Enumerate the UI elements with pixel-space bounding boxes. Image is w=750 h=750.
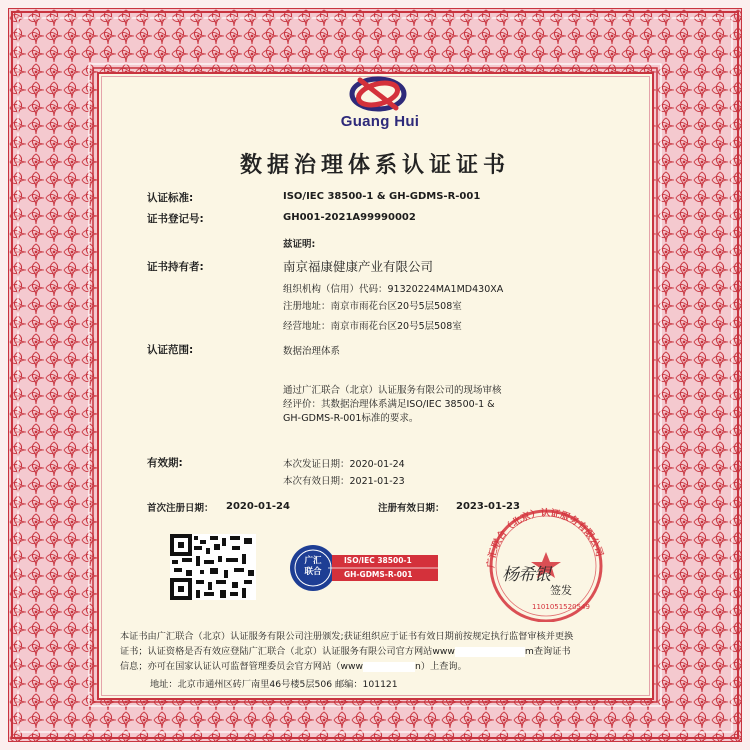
accreditation-mark [288, 543, 438, 593]
first-registration-value: 2020-01-24 [226, 501, 290, 512]
accreditation-badge-text: 广汇 联合 [304, 556, 322, 577]
redacted-block [363, 662, 415, 672]
certification-statement [283, 384, 583, 426]
scope-label: 认证范围: [147, 344, 194, 356]
certificate-title: 数据治理体系认证证书 [239, 153, 510, 178]
signature: 杨希银 [502, 565, 550, 585]
statement-line: GH-GDMS-R-001标准的要求。 [283, 413, 419, 424]
accreditation-standard-line1: ISO/IEC 38500-1 [344, 556, 412, 565]
issue-date: 本次发证日期：2020-01-24 [283, 459, 405, 470]
registration-valid-label: 注册有效日期： [378, 503, 445, 514]
footer-line: 信息；亦可在国家认证认可监督管理委员会官方网站（www n）上查询。 [120, 661, 467, 672]
organization-code: 组织机构（信用）代码：91320224MA1MD430XA [283, 284, 504, 295]
statement-line: 通过广汇联合（北京）认证服务有限公司的现场审核 [283, 385, 502, 396]
official-seal [470, 506, 620, 622]
brand-name: Guang Hui [340, 113, 420, 130]
footer-line: 证书；认证资格是否有效应登陆广汇联合（北京）认证服务有限公司官方网站www m查询证书 [120, 646, 571, 657]
scope-value: 数据治理体系 [283, 346, 341, 357]
footer-line: 本证书由广汇联合（北京）认证服务有限公司注册颁发;获证组织应于证书有效日期前按规定执行监督审核并更换 [120, 631, 574, 642]
qr-code-icon [170, 534, 256, 600]
hereby-certify-text: 兹证明: [283, 239, 316, 250]
footer-address: 地址：北京市通州区砖厂南里46号楼5层506 邮编：101121 [150, 679, 398, 690]
standard-value: ISO/IEC 38500-1 & GH-GDMS-R-001 [283, 191, 481, 202]
standard-label: 认证标准: [147, 192, 194, 204]
accreditation-standard-line2: GH-GDMS-R-001 [344, 570, 413, 579]
holder-name: 南京福康健康产业有限公司 [283, 259, 434, 274]
holder-label: 证书持有者: [147, 261, 204, 273]
registration-valid-value: 2023-01-23 [456, 501, 520, 512]
redacted-block [455, 647, 525, 657]
guanghui-logo-icon [346, 74, 410, 114]
statement-line: 经评价：其数据治理体系满足ISO/IEC 38500-1 & [283, 399, 495, 410]
seal-ring-text: 广汇联合（北京）认证服务有限公司 [485, 507, 605, 569]
registered-address: 注册地址：南京市雨花台区20号5层508室 [283, 301, 462, 312]
validity-label: 有效期: [147, 457, 183, 469]
operating-address: 经营地址：南京市雨花台区20号5层508室 [283, 321, 462, 332]
expiry-date: 本次有效日期：2021-01-23 [283, 476, 405, 487]
registration-number-label: 证书登记号: [147, 213, 204, 225]
first-registration-label: 首次注册日期： [147, 503, 214, 514]
registration-number-value: GH001-2021A99990002 [283, 212, 416, 223]
issue-label: 签发 [550, 584, 572, 597]
seal-number: 1101051520549 [532, 603, 590, 611]
